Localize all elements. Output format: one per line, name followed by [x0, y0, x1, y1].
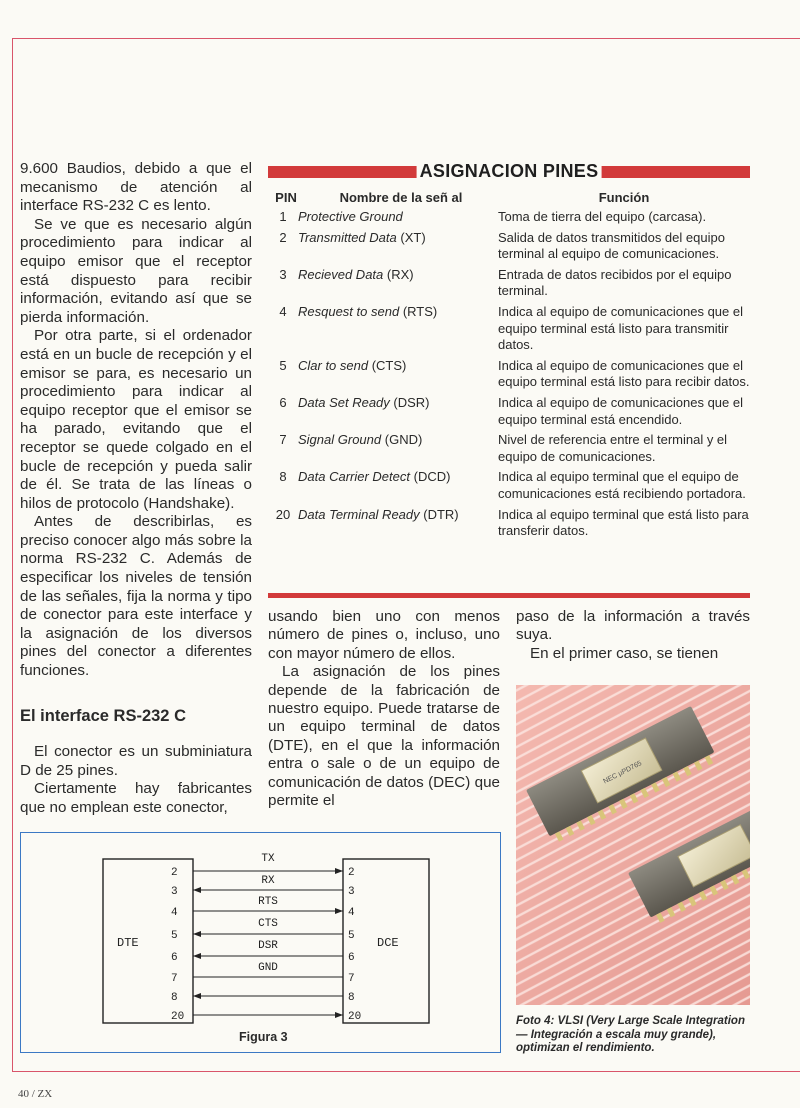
dte-pin-number: 7 — [171, 973, 178, 985]
signal-name: Clar to send — [298, 357, 369, 373]
row-name — [298, 469, 498, 502]
table-body — [268, 209, 750, 540]
signal-label: CTS — [258, 918, 278, 930]
signal-label: RTS — [258, 896, 278, 908]
signal-name: Data Set Ready — [298, 394, 390, 410]
table-row — [268, 304, 750, 354]
dte-pin-number: 3 — [171, 886, 178, 898]
signal-abbr: (XT) — [400, 229, 426, 245]
signal-arrow — [335, 868, 343, 874]
signal-label: GND — [258, 962, 278, 974]
photo-caption: Foto 4: VLSI (Very Large Scale Integration — Integración a escala muy grande), optimizan el rendimiento. — [516, 1015, 745, 1055]
row-name — [298, 209, 498, 226]
paragraph: paso de la información a través suya. — [516, 608, 750, 644]
row-name — [298, 267, 498, 300]
signal-arrow — [193, 931, 201, 937]
page-frame-bottom — [12, 1071, 800, 1072]
signal-abbr: (DTR) — [423, 506, 459, 522]
page-folio: 40 / ZX — [18, 1088, 53, 1100]
article-column-3 — [516, 608, 750, 663]
row-function: Toma de tierra del equipo (carcasa). — [498, 209, 707, 224]
signal-name: Resquest to send — [298, 303, 400, 319]
signal-name: Data Carrier Detect — [298, 469, 410, 485]
dte-pin-number: 8 — [171, 992, 178, 1004]
row-function: Indica al equipo terminal que está listo para transferir datos. — [498, 506, 749, 539]
dte-label: DTE — [117, 936, 139, 950]
table-row — [268, 469, 750, 502]
signal-arrow — [193, 887, 201, 893]
paragraph: El conector es un subminiatura D de 25 pines. — [20, 743, 252, 779]
page-frame-left — [12, 38, 13, 1072]
paragraph: 9.600 Baudios, debido a que el mecanismo de atención al interface RS-232 C es lento. — [20, 160, 252, 215]
section-heading: El interface RS-232 C — [20, 706, 186, 725]
signal-abbr: (RX) — [386, 266, 414, 282]
signal-arrow — [193, 993, 201, 999]
signal-abbr: (RTS) — [402, 303, 438, 319]
row-function: Nivel de referencia entre el terminal y el equipo de comunicaciones. — [498, 432, 728, 464]
signal-abbr: (GND) — [384, 432, 423, 448]
dce-pin-number: 3 — [348, 886, 355, 898]
table-header — [268, 185, 750, 209]
dce-pin-number: 7 — [348, 973, 355, 985]
row-name — [298, 432, 498, 465]
header-pin: PIN — [275, 189, 297, 205]
paragraph: Ciertamente hay fabricantes que no emplean este conector, — [20, 780, 252, 816]
table-title-bar — [268, 163, 750, 181]
dte-pin-number: 20 — [171, 1011, 185, 1023]
dte-pin-number: 6 — [171, 952, 178, 964]
page-frame-top — [12, 38, 800, 39]
row-function: Indica al equipo de comunicaciones que el equipo terminal está listo para recibir datos. — [498, 357, 750, 390]
signal-name: Recieved Data — [298, 266, 384, 282]
dce-label: DCE — [377, 936, 399, 950]
paragraph: Se ve que es necesario algún procedimiento para indicar al equipo emisor que el receptor está dispuesto para recibir información, evitando así que se pierda información. — [20, 215, 252, 326]
row-pin: 2 — [279, 229, 287, 245]
signal-name: Data Terminal Ready — [298, 506, 420, 522]
signal-abbr: (CTS) — [371, 357, 407, 373]
dte-pin-number: 4 — [171, 907, 178, 919]
dce-pin-number: 8 — [348, 992, 355, 1004]
rs232-diagram — [20, 832, 501, 1053]
table-row — [268, 432, 750, 465]
article-column-2 — [268, 608, 500, 810]
chip-photo — [516, 685, 750, 1005]
header-function: Función — [598, 189, 650, 205]
signal-arrow — [335, 1012, 343, 1018]
paragraph: En el primer caso, se tienen — [530, 644, 719, 662]
row-name — [298, 395, 498, 428]
row-name — [298, 358, 498, 391]
row-function: Salida de datos transmitidos del equipo terminal al equipo de comunicaciones. — [498, 229, 725, 262]
row-name — [298, 304, 498, 354]
table-title: ASIGNACION PINES — [417, 161, 602, 182]
table-row — [268, 358, 750, 391]
signal-name: Transmitted Data — [298, 229, 397, 245]
figure-label: Figura 3 — [239, 1030, 288, 1044]
dte-pin-number: 2 — [171, 867, 178, 879]
row-pin: 5 — [279, 357, 287, 373]
row-function: Entrada de datos recibidos por el equipo terminal. — [498, 266, 732, 299]
row-pin: 8 — [279, 469, 287, 485]
row-pin: 7 — [279, 432, 287, 448]
signal-label: TX — [261, 853, 275, 865]
dce-pin-number: 20 — [348, 1011, 362, 1023]
dte-pin-number: 5 — [171, 930, 178, 942]
dce-pin-number: 2 — [348, 867, 355, 879]
article-column-1 — [20, 160, 252, 818]
signal-name: Signal Ground — [298, 432, 382, 448]
dce-pin-number: 4 — [348, 907, 355, 919]
header-name: Nombre de la señ al — [339, 189, 463, 205]
row-function: Indica al equipo de comunicaciones que el equipo terminal está encendido. — [498, 394, 744, 427]
table-row — [268, 230, 750, 263]
row-function: Indica al equipo terminal que el equipo de comunicaciones está recibiendo portadora. — [498, 469, 746, 501]
signal-arrow — [193, 953, 201, 959]
paragraph: Antes de describirlas, es preciso conocer algo más sobre la norma RS-232 C. Además de especificar los niveles de tensión de las señales, fija la norma y tipo de conector para este interface y la asignación de los diversos pines del conector a diferentes funciones. — [20, 513, 252, 680]
row-pin: 1 — [279, 209, 287, 224]
paragraph: La asignación de los pines depende de la fabricación de nuestro equipo. Puede tratarse de un equipo terminal de datos (DTE), en el que la información entra o sale o de un equipo de comunicación de datos (DEC) que permite el — [268, 663, 500, 810]
signal-name: Protective Ground — [298, 209, 403, 224]
row-pin: 4 — [279, 303, 287, 319]
signal-abbr: (DCD) — [413, 469, 451, 485]
table-row — [268, 267, 750, 300]
signal-abbr: (DSR) — [393, 394, 430, 410]
paragraph: Por otra parte, si el ordenador está en un bucle de recepción y el emisor se para, es necesario un procedimiento para indicar al equipo receptor que el emisor se ha parado, evitando que el receptor se quede colgado en el bucle de recepción y pueda salir de él. Se trata de las líneas o hilos de protocolo (Handshake). — [20, 327, 252, 512]
paragraph: usando bien uno con menos número de pines o, incluso, uno con mayor número de ellos. — [268, 608, 500, 662]
row-function: Indica al equipo de comunicaciones que el equipo terminal está listo para transmitir datos. — [498, 303, 744, 353]
row-name — [298, 507, 498, 540]
dce-pin-number: 6 — [348, 952, 355, 964]
pin-assignment-table — [268, 163, 750, 540]
row-pin: 6 — [279, 394, 287, 410]
signal-label: DSR — [258, 940, 278, 952]
signal-label: RX — [261, 875, 275, 887]
row-pin: 20 — [275, 506, 291, 522]
table-bottom-rule — [268, 593, 750, 598]
signal-arrow — [335, 908, 343, 914]
row-name — [298, 230, 498, 263]
table-row — [268, 395, 750, 428]
table-row — [268, 209, 750, 226]
chip-marking: NEC μPD765 — [602, 760, 644, 786]
table-row — [268, 507, 750, 540]
dce-pin-number: 5 — [348, 930, 355, 942]
row-pin: 3 — [279, 266, 287, 282]
